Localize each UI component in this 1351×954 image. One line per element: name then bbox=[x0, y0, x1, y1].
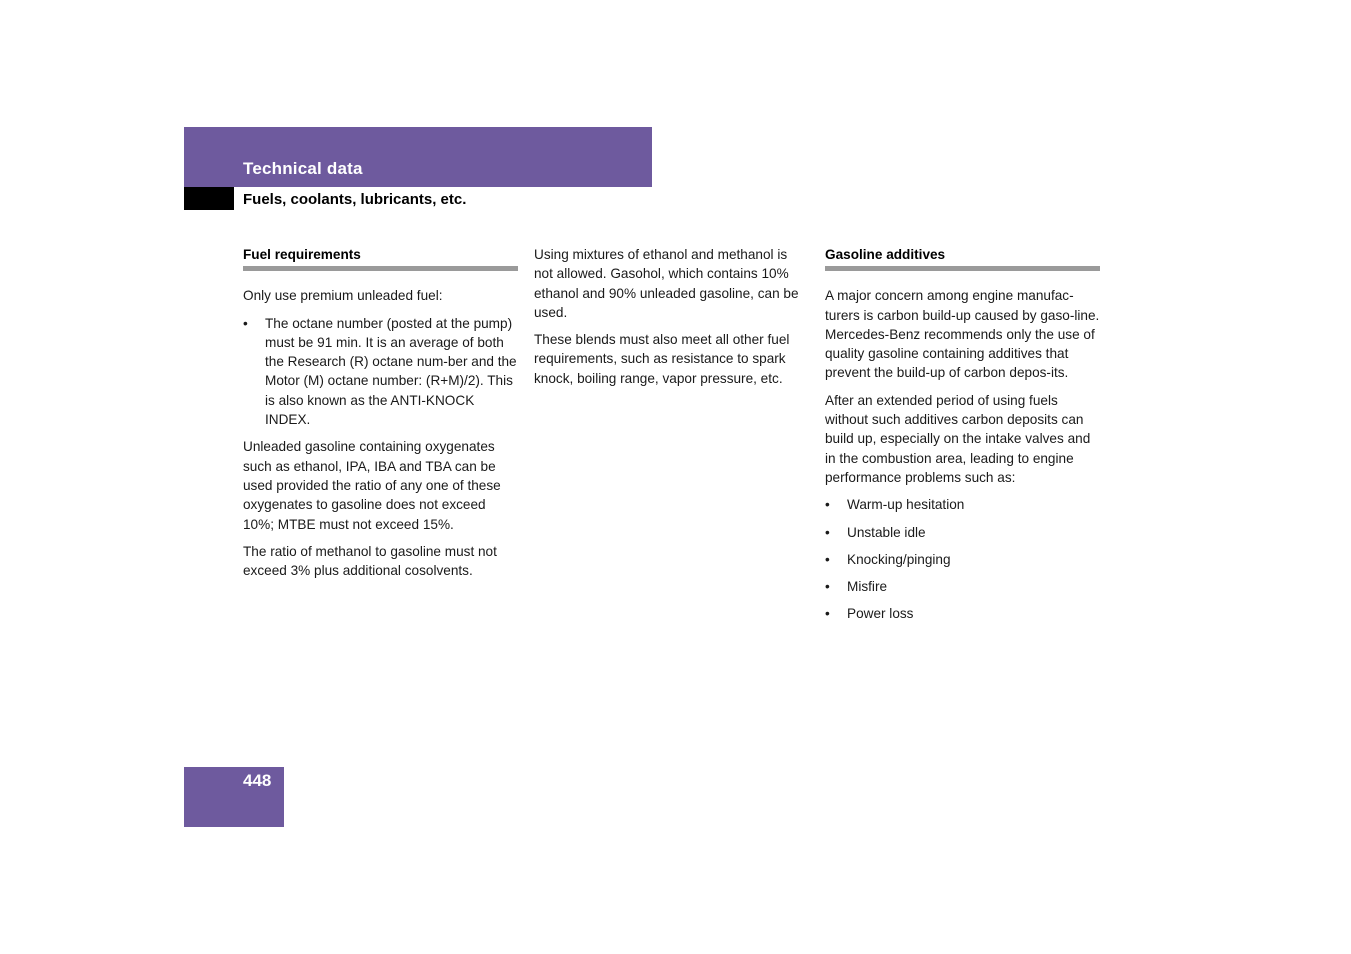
column-blends bbox=[534, 245, 809, 396]
column-fuel-requirements bbox=[243, 245, 518, 588]
paragraph: A major concern among engine manufac-turers is carbon build-up caused by gaso-line. Mercedes-Benz recommends only the use of quality gasoline containing additives that prevent the build-up of carbon depos-its. bbox=[825, 288, 1100, 381]
paragraph: After an extended period of using fuels without such additives carbon deposits can build up, especially on the intake valves and in the combustion area, leading to engine performance problems such as: bbox=[825, 392, 1091, 485]
list-item: • Unstable idle bbox=[825, 523, 1100, 542]
page-number: 448 bbox=[243, 771, 272, 790]
heading-fuel-requirements: Fuel requirements bbox=[243, 245, 518, 271]
paragraph: Only use premium unleaded fuel: bbox=[243, 288, 443, 304]
section-title: Technical data bbox=[243, 159, 363, 178]
paragraph: These blends must also meet all other fuel requirements, such as resistance to spark knock, boiling range, vapor pressure, etc. bbox=[534, 332, 790, 386]
subsection-title: Fuels, coolants, lubricants, etc. bbox=[243, 191, 467, 208]
column-gasoline-additives bbox=[825, 245, 1100, 632]
section-marker bbox=[184, 187, 234, 210]
list-item: • Warm-up hesitation bbox=[825, 495, 1100, 514]
paragraph: Using mixtures of ethanol and methanol is not allowed. Gasohol, which contains 10% ethanol and 90% unleaded gasoline, can be used. bbox=[534, 247, 799, 320]
bullet-list bbox=[825, 495, 1100, 623]
heading-gasoline-additives: Gasoline additives bbox=[825, 245, 1100, 271]
list-item: • Knocking/pinging bbox=[825, 550, 1100, 569]
list-item: • The octane number (posted at the pump) must be 91 min. It is an average of both the Research (R) octane num-ber and the Motor (M) octane number: (R+M)/2). This is also known as the ANTI-KNOCK INDEX. bbox=[243, 314, 518, 430]
paragraph: The ratio of methanol to gasoline must not exceed 3% plus additional cosolvents. bbox=[243, 543, 497, 579]
bullet-list bbox=[243, 314, 518, 430]
paragraph: Unleaded gasoline containing oxygenates such as ethanol, IPA, IBA and TBA can be used provided the ratio of any one of these oxygenates to gasoline does not exceed 10%; MTBE must not exceed 15%. bbox=[243, 439, 501, 532]
list-item: • Misfire bbox=[825, 577, 1100, 596]
list-item: • Power loss bbox=[825, 604, 1100, 623]
